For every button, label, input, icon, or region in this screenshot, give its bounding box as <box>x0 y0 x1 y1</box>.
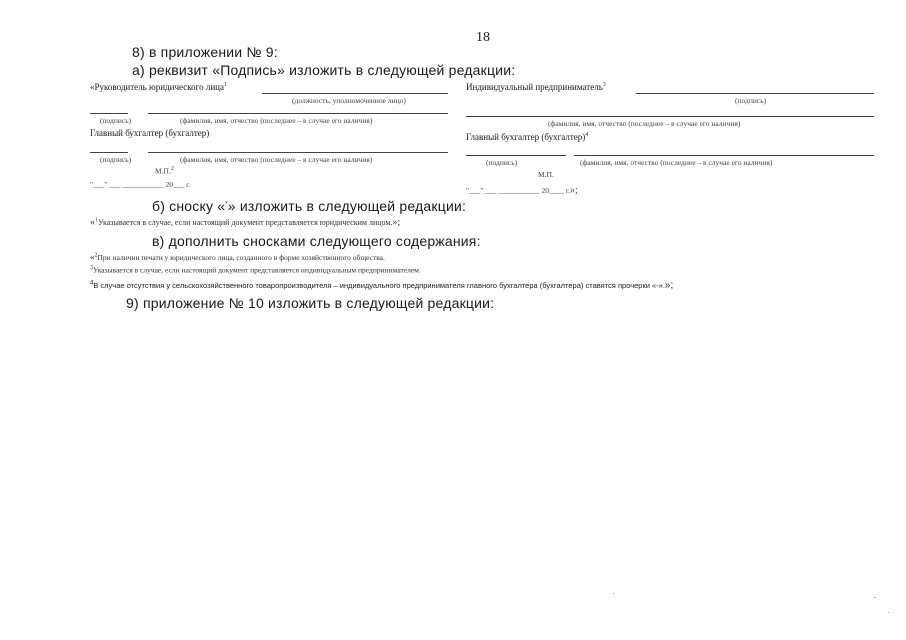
item-8v-heading: в) дополнить сносками следующего содержания: <box>152 233 481 249</box>
footnote-4: $^4$В случае отсутствия у сельскохозяйственного товаропроизводителя – индивидуального предпринимателя главного бухгалтера (бухгалтера) ставятся прочерки «-».»; <box>90 280 674 291</box>
right-fio-caption-2: (фамилия, имя, отчество (последнее – в случае его наличия) <box>580 158 773 167</box>
right-accountant: Главный бухгалтер (бухгалтер)$^4$ <box>466 132 589 142</box>
right-sign-line <box>636 93 874 94</box>
right-head: Индивидуальный предприниматель$^3$ <box>466 82 606 92</box>
left-head: «Руководитель юридического лица$^1$ <box>90 82 227 92</box>
right-fio-line <box>466 116 874 117</box>
item-8a-heading: а) реквизит «Подпись» изложить в следующей редакции: <box>132 62 516 78</box>
left-sign-caption-2: (подпись) <box>100 155 132 164</box>
item-8-heading: 8) в приложении № 9: <box>132 44 278 60</box>
left-fio-line <box>148 113 448 114</box>
left-date: "___" ___ ___________ 20___ г. <box>90 180 191 189</box>
left-sign-caption: (подпись) <box>100 116 132 125</box>
scan-speck <box>888 612 889 613</box>
left-position-caption: (должность, уполномоченное лицо) <box>292 96 406 105</box>
left-sign-line <box>90 113 128 114</box>
right-sign-line-2 <box>466 155 566 156</box>
footnote-2: «$^2$При наличии печати у юридического лица, созданного в форме хозяйственного общества. <box>90 252 385 262</box>
left-mp: М.П.$^2$ <box>155 166 174 176</box>
left-fio-caption: (фамилия, имя, отчество (последнее – в случае его наличия) <box>180 116 373 125</box>
right-mp: М.П. <box>538 170 554 179</box>
right-fio-caption: (фамилия, имя, отчество (последнее – в случае его наличия) <box>548 119 741 128</box>
right-fio-line-2 <box>574 155 874 156</box>
item-8b-heading: б) сноску «*» изложить в следующей редакции: <box>152 198 467 214</box>
left-sign-line-2 <box>90 152 128 153</box>
page-number: 18 <box>476 30 490 45</box>
right-date: "___" ___ ___________ 20____ г.»; <box>466 185 578 196</box>
scan-speck <box>613 593 614 594</box>
left-fio-line-2 <box>148 152 448 153</box>
left-position-line <box>262 93 448 94</box>
right-sign-caption-2: (подпись) <box>486 158 518 167</box>
item-9-heading: 9) приложение № 10 изложить в следующей редакции: <box>126 295 495 311</box>
footnote-1: «$^1$Указывается в случае, если настоящий документ представляется юридическим лицом.»; <box>90 217 401 228</box>
left-accountant: Главный бухгалтер (бухгалтер) <box>90 128 210 138</box>
scan-speck <box>874 597 876 598</box>
footnote-3: $^3$Указывается в случае, если настоящий документ представляется индивидуальным предпринимателем. <box>90 265 421 275</box>
left-fio-caption-2: (фамилия, имя, отчество (последнее – в случае его наличия) <box>180 155 373 164</box>
right-sign-caption: (подпись) <box>735 96 767 105</box>
